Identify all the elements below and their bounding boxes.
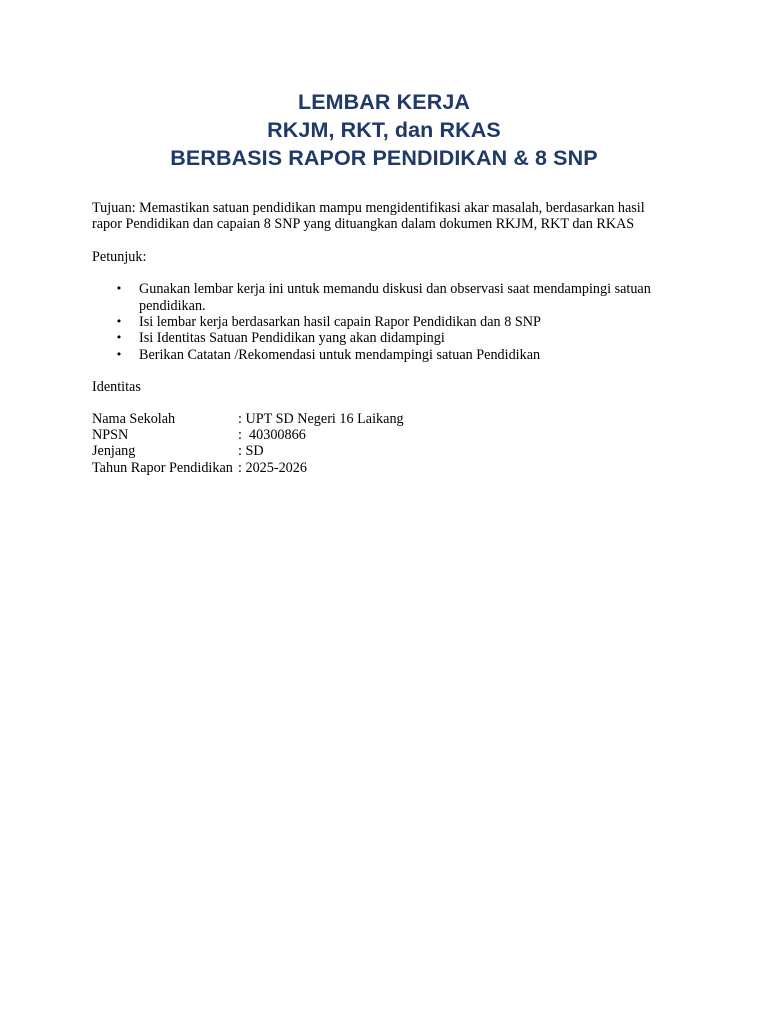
tujuan-line-1: Tujuan: Memastikan satuan pendidikan mampu mengidentifikasi akar masalah, berdasarkan hasil bbox=[92, 200, 645, 216]
list-item-text: Berikan Catatan /Rekomendasi untuk mendampingi satuan Pendidikan bbox=[139, 346, 541, 363]
list-item-text: Isi lembar kerja berdasarkan hasil capain Rapor Pendidikan dan 8 SNP bbox=[139, 314, 541, 331]
list-item bbox=[92, 347, 672, 363]
bullet-icon: • bbox=[115, 282, 123, 296]
petunjuk-list bbox=[92, 281, 672, 363]
identitas-heading: Identitas bbox=[92, 379, 141, 396]
bullet-icon: • bbox=[115, 331, 123, 345]
identity-label: NPSN bbox=[92, 427, 129, 444]
identitas-table bbox=[92, 411, 672, 477]
list-item bbox=[92, 330, 672, 346]
list-item bbox=[92, 314, 672, 330]
bullet-icon: • bbox=[115, 347, 123, 361]
list-item-text-continued: pendidikan. bbox=[139, 297, 206, 314]
title-line-1: LEMBAR KERJA bbox=[297, 90, 470, 114]
identity-row bbox=[92, 411, 672, 427]
document-body bbox=[92, 200, 672, 476]
identity-label: Nama Sekolah bbox=[92, 410, 176, 427]
list-item-text: Gunakan lembar kerja ini untuk memandu diskusi dan observasi saat mendampingi satuan bbox=[139, 281, 651, 298]
bullet-icon: • bbox=[115, 315, 123, 329]
identity-row bbox=[92, 443, 672, 459]
identity-label: Jenjang bbox=[92, 443, 136, 460]
tujuan-line-2: rapor Pendidikan dan capaian 8 SNP yang dituangkan dalam dokumen RKJM, RKT dan RKAS bbox=[92, 216, 635, 233]
document-title bbox=[0, 88, 768, 172]
tujuan-paragraph bbox=[92, 200, 672, 233]
identity-row bbox=[92, 427, 672, 443]
list-item bbox=[92, 281, 672, 314]
identity-value: : 40300866 bbox=[238, 427, 306, 444]
petunjuk-heading: Petunjuk: bbox=[92, 248, 147, 265]
identity-value: : SD bbox=[238, 443, 264, 460]
identity-label: Tahun Rapor Pendidikan bbox=[92, 459, 233, 476]
list-item-text: Isi Identitas Satuan Pendidikan yang akan didampingi bbox=[139, 330, 445, 347]
identity-value: : 2025-2026 bbox=[238, 459, 307, 476]
identity-row bbox=[92, 460, 672, 476]
title-line-3: BERBASIS RAPOR PENDIDIKAN & 8 SNP bbox=[170, 146, 598, 170]
identity-value: : UPT SD Negeri 16 Laikang bbox=[238, 410, 404, 427]
title-line-2: RKJM, RKT, dan RKAS bbox=[267, 118, 501, 142]
